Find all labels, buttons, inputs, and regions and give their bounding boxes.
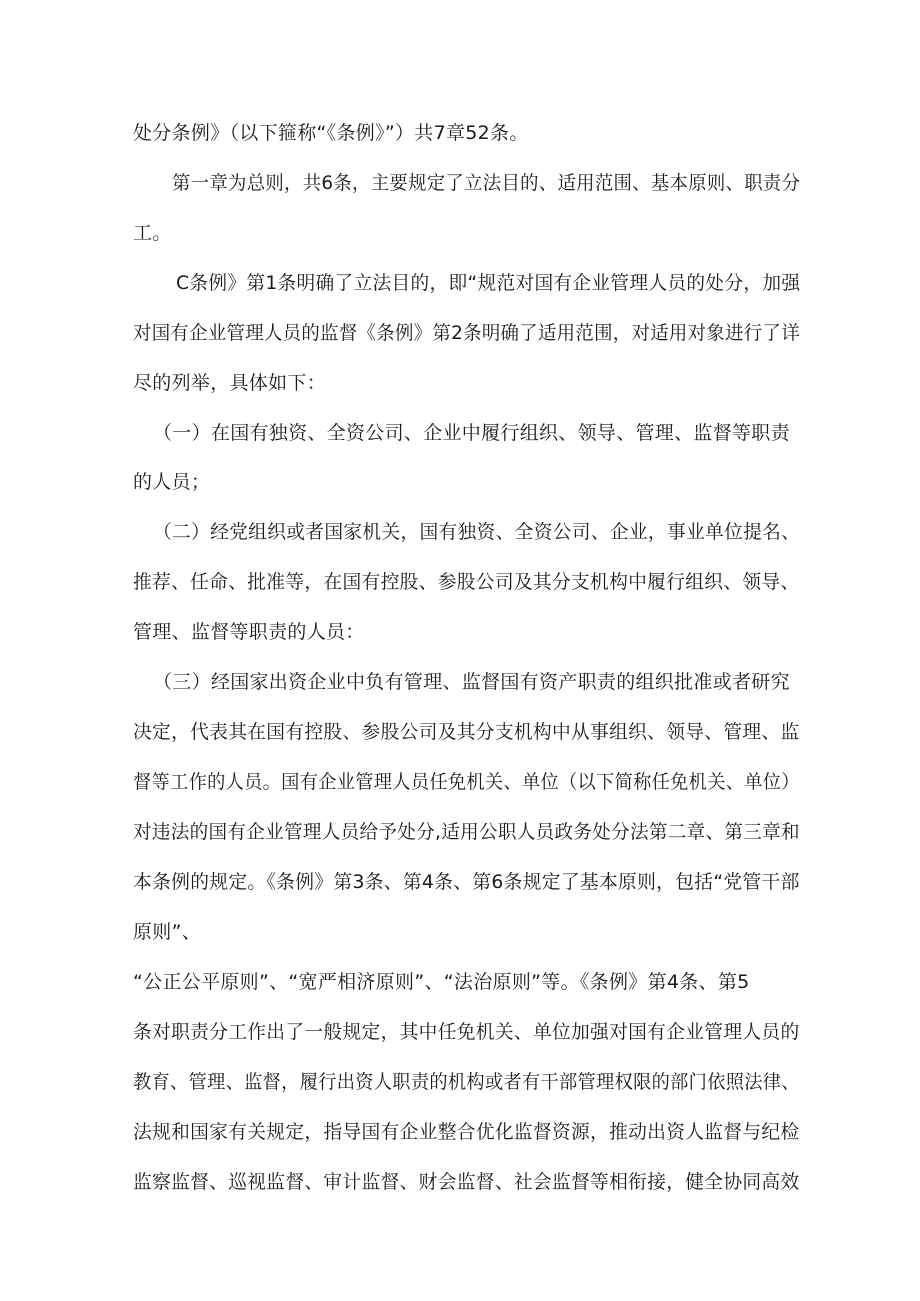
text-line-4: C条例》第1条明确了立法目的，即“规范对国有企业管理人员的处分，加强 bbox=[176, 272, 801, 294]
text-line-21: 法规和国家有关规定，指导国有企业整合优化监督资源，推动出资人监督与纪检 bbox=[133, 1121, 800, 1143]
text-line-5: 对国有企业管理人员的监督《条例》第2条明确了适用范围，对适用对象进行了详 bbox=[133, 322, 800, 344]
text-line-16: 本条例的规定。《条例》第3条、第4条、第6条规定了基本原则，包括“党管干部 bbox=[133, 871, 800, 893]
text-line-7: （一）在国有独资、全资公司、企业中履行组织、领导、管理、监督等职责 bbox=[153, 422, 790, 444]
text-line-10: 推荐、任命、批准等，在国有控股、参股公司及其分支机构中履行组织、领导、 bbox=[133, 571, 800, 593]
text-line-19: 条对职责分工作出了一般规定，其中任免机关、单位加强对国有企业管理人员的 bbox=[133, 1021, 800, 1043]
text-line-11: 管理、监督等职责的人员： bbox=[133, 621, 365, 643]
text-line-18: “公正公平原则”、“宽严相济原则”、“法治原则”等。《条例》第4条、第5 bbox=[133, 971, 750, 993]
text-line-8: 的人员； bbox=[133, 471, 211, 493]
text-line-12: （三）经国家出资企业中负有管理、监督国有资产职责的组织批准或者研究 bbox=[153, 671, 790, 693]
text-line-20: 教育、管理、监督，履行出资人职责的机构或者有干部管理权限的部门依照法律、 bbox=[133, 1071, 800, 1093]
text-line-3: 工。 bbox=[133, 222, 172, 244]
text-line-13: 决定，代表其在国有控股、参股公司及其分支机构中从事组织、领导、管理、监 bbox=[133, 721, 800, 743]
text-line-1: 处分条例》（以下箍称“《条例》”）共7章52条。 bbox=[133, 122, 529, 144]
text-line-2: 第一章为总则，共6条，主要规定了立法目的、适用范围、基本原则、职责分 bbox=[172, 172, 801, 194]
text-line-9: （二）经党组织或者国家机关，国有独资、全资公司、企业，事业单位提名、 bbox=[153, 521, 801, 543]
text-line-17: 原则”、 bbox=[133, 921, 202, 943]
text-line-6: 尽的列举，具体如下： bbox=[133, 372, 327, 394]
text-line-22: 监察监督、巡视监督、审计监督、财会监督、社会监督等相衔接，健全协同高效 bbox=[133, 1171, 800, 1193]
text-line-15: 对违法的国有企业管理人员给予处分,适用公职人员政务处分法第二章、第三章和 bbox=[133, 821, 800, 843]
text-line-14: 督等工作的人员。国有企业管理人员任免机关、单位（以下简称任免机关、单位） bbox=[133, 771, 800, 793]
